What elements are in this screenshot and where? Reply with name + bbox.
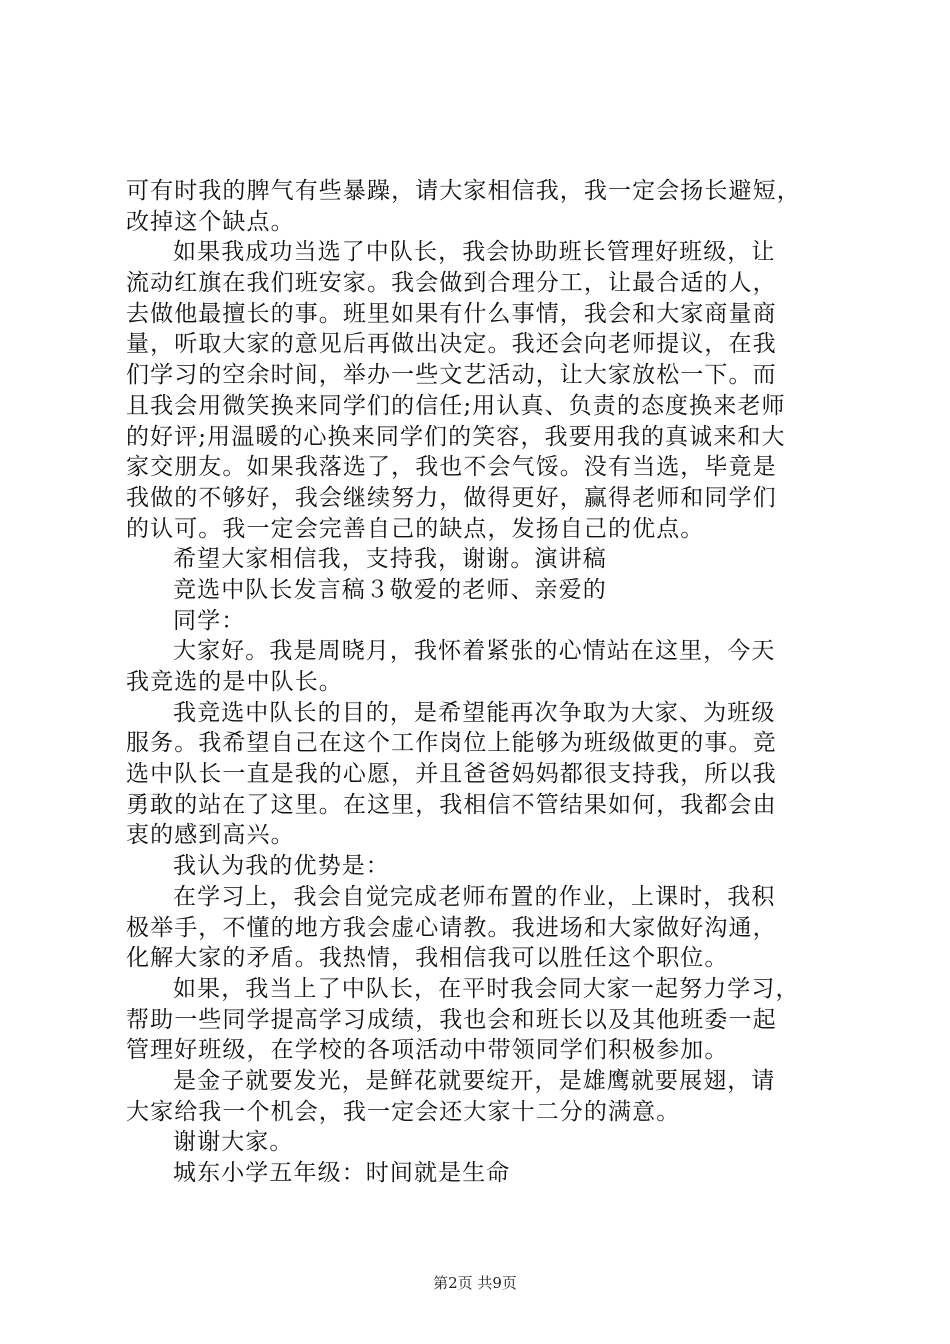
text-line: 大家好。我是周晓月，我怀着紧张的心情站在这里，今天	[173, 638, 776, 665]
text-line: 如果，我当上了中队长，在平时我会同大家一起努力学习，	[173, 975, 800, 1002]
text-line: 大家给我一个机会，我一定会还大家十二分的满意。	[126, 1098, 681, 1125]
text-line: 竞选中队长发言稿３敬爱的老师、亲爱的	[173, 576, 607, 603]
text-line: 勇敢的站在了这里。在这里，我相信不管结果如何，我都会由	[126, 791, 777, 818]
text-line: 的认可。我一定会完善自己的缺点，发扬自己的优点。	[126, 515, 705, 542]
text-line: 我认为我的优势是：	[173, 853, 390, 880]
text-line: 改掉这个缺点。	[126, 208, 295, 235]
text-line: 城东小学五年级：时间就是生命	[173, 1160, 511, 1186]
text-line: 如果我成功当选了中队长，我会协助班长管理好班级，让	[173, 239, 776, 266]
text-line: 我做的不够好，我会继续努力，做得更好，赢得老师和同学们	[126, 484, 777, 511]
text-line: 去做他最擅长的事。班里如果有什么事情，我会和大家商量商	[126, 300, 777, 327]
text-line: 极举手，不懂的地方我会虚心请教。我进场和大家做好沟通，	[126, 914, 777, 941]
text-line: 流动红旗在我们班安家。我会做到合理分工，让最合适的人，	[126, 270, 777, 297]
text-line: 可有时我的脾气有些暴躁，请大家相信我，我一定会扬长避短，	[126, 178, 801, 204]
page-footer: 第2页 共9页	[433, 1274, 517, 1292]
text-line: 同学：	[173, 607, 246, 634]
text-line: 选中队长一直是我的心愿，并且爸爸妈妈都很支持我，所以我	[126, 761, 777, 788]
text-line: 量，听取大家的意见后再做出决定。我还会向老师提议，在我	[126, 331, 777, 358]
text-line: 家交朋友。如果我落选了，我也不会气馁。没有当选，毕竟是	[126, 454, 777, 481]
text-line: 是金子就要发光，是鲜花就要绽开，是雄鹰就要展翅，请	[173, 1067, 776, 1094]
text-line: 我竞选中队长的目的，是希望能再次争取为大家、为班级	[173, 699, 776, 726]
text-line: 的好评;用温暖的心换来同学们的笑容，我要用我的真诚来和大	[126, 423, 786, 450]
text-line: 服务。我希望自己在这个工作岗位上能够为班级做更的事。竞	[126, 730, 777, 757]
text-line: 在学习上，我会自觉完成老师布置的作业，上课时，我积	[173, 883, 776, 910]
text-line: 衷的感到高兴。	[126, 822, 295, 849]
text-line: 希望大家相信我，支持我，谢谢。演讲稿	[173, 546, 607, 573]
text-line: 且我会用微笑换来同学们的信任;用认真、负责的态度换来老师	[126, 392, 786, 419]
document-body	[126, 176, 838, 1189]
text-line: 谢谢大家。	[173, 1129, 294, 1156]
text-line: 们学习的空余时间，举办一些文艺活动，让大家放松一下。而	[126, 362, 777, 389]
text-line: 帮助一些同学提高学习成绩，我也会和班长以及其他班委一起	[126, 1006, 777, 1033]
text-line: 管理好班级，在学校的各项活动中带领同学们积极参加。	[126, 1037, 729, 1064]
text-line: 我竞选的是中队长。	[126, 669, 343, 695]
text-line: 化解大家的矛盾。我热情，我相信我可以胜任这个职位。	[126, 945, 729, 972]
